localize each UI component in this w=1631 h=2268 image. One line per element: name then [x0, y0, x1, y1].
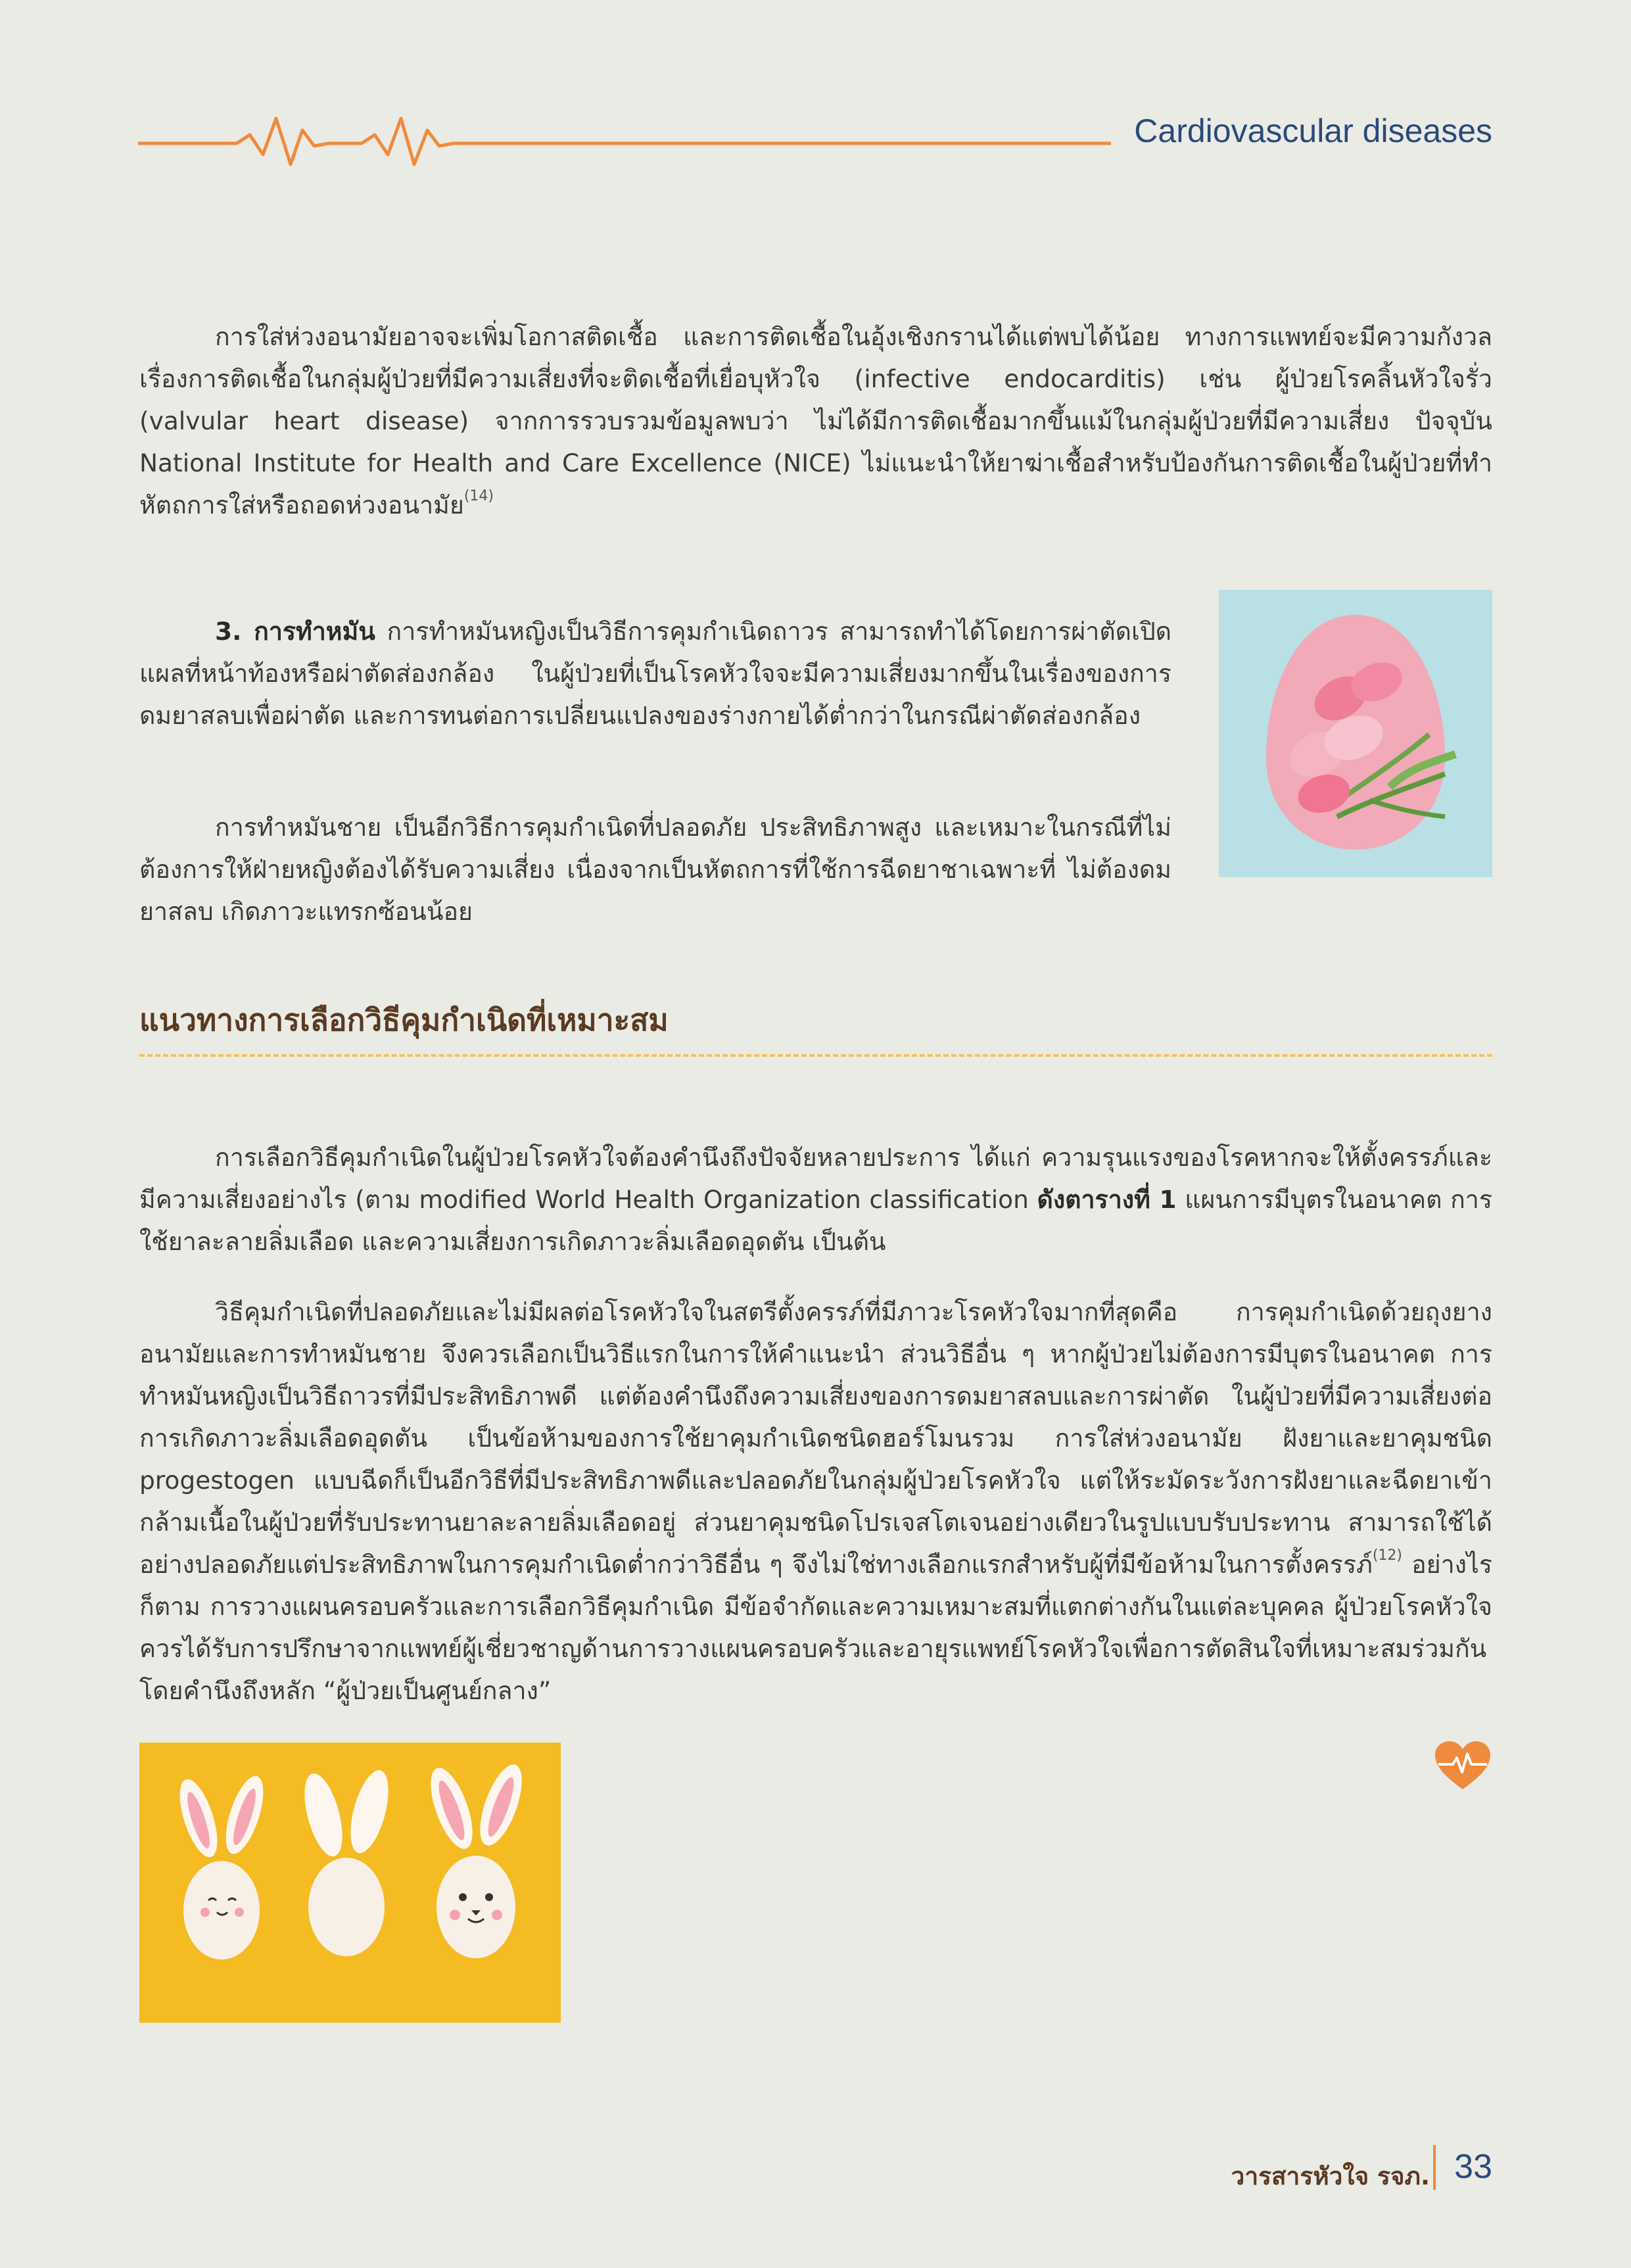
- paragraph-text: การทำหมันหญิงเป็นวิธีการคุมกำเนิดถาวร สามารถทำได้โดยการผ่าตัดเปิดแผลที่หน้าท้องหรือผ่าตัดส่องกล้อง ในผู้ป่วยที่เป็นโรคหัวใจจะมีความเสี่ยงมากขึ้นในเรื่องของการดมยาสลบเพื่อผ่าตัด และการทนต่อการเปลี่ยนแปลงของร่างกายได้ต่ำกว่าในกรณีผ่าตัดส่องกล้อง: [139, 616, 1172, 730]
- paragraph-vasectomy: [139, 806, 1171, 932]
- paragraph-text: การใส่ห่วงอนามัยอาจจะเพิ่มโอกาสติดเชื้อ และการติดเชื้อในอุ้งเชิงกรานได้แต่พบได้น้อย ทางการแพทย์จะมีความกังวลเรื่องการติดเชื้อในกลุ่มผู้ป่วยที่มีความเสี่ยงที่จะติดเชื้อที่เยื่อบุหัวใจ (infective endocarditis) เช่น ผู้ป่วยโรคลิ้นหัวใจรั่ว (valvular heart disease) จากการรวบรวมข้อมูลพบว่า ไม่ได้มีการติดเชื้อมากขึ้นแม้ในกลุ่มผู้ป่วยที่มีความเสี่ยง ปัจจุบัน National Institute for Health and Care Excellence (NICE) ไม่แนะนำให้ยาฆ่าเชื้อสำหรับป้องกันการติดเชื้อในผู้ป่วยที่ทำหัตถการใส่หรือถอดห่วงอนามัย: [139, 322, 1492, 519]
- paragraph-safe-methods: [139, 1291, 1492, 1712]
- bunny-eggs-image: [139, 1743, 561, 2023]
- reference-14: (14): [463, 487, 494, 504]
- paragraph-text: การเลือกวิธีคุมกำเนิดในผู้ป่วยโรคหัวใจต้องคำนึงถึงปัจจัยหลายประการ ได้แก่ ความรุนแรงของโรคหากจะให้ตั้งครรภ์และมีความเสี่ยงอย่างไร (ตาม modified World Health Organization classification: [139, 1142, 1492, 1214]
- reference-12: (12): [1372, 1547, 1402, 1564]
- paragraph-selection: [139, 1136, 1492, 1263]
- footer-divider: [1433, 2145, 1436, 2190]
- footer-journal-name: วารสารหัวใจ รจภ.: [1231, 2162, 1430, 2190]
- paragraph-text: แผนการมีบุตรในอนาคต การใช้ยาละลายลิ่มเลือด และความเสี่ยงการเกิดภาวะลิ่มเลือดอุดตัน เป็นต้น: [139, 1184, 1492, 1256]
- paragraph-text: อย่างไรก็ตาม การวางแผนครอบครัวและการเลือกวิธีคุมกำเนิด มีข้อจำกัดและความเหมาะสมที่แตกต่างกันในแต่ละบุคคล ผู้ป่วยโรคหัวใจควรได้รับการปรึกษาจากแพทย์ผู้เชี่ยวชาญด้านการวางแผนครอบครัวและอายุรแพทย์โรคหัวใจเพื่อการตัดสินใจที่เหมาะสมร่วมกันโดยคำนึงถึงหลัก “ผู้ป่วยเป็นศูนย์กลาง”: [139, 1549, 1492, 1705]
- paragraph-text: วิธีคุมกำเนิดที่ปลอดภัยและไม่มีผลต่อโรคหัวใจในสตรีตั้งครรภ์ที่มีภาวะโรคหัวใจมากที่สุดคือ การคุมกำเนิดด้วยถุงยางอนามัยและการทำหมันชาย จึงควรเลือกเป็นวิธีแรกในการให้คำแนะนำ ส่วนวิธีอื่น ๆ หากผู้ป่วยไม่ต้องการมีบุตรในอนาคต การทำหมันหญิงเป็นวิธีถาวรที่มีประสิทธิภาพดี แต่ต้องคำนึงถึงความเสี่ยงของการดมยาสลบและการผ่าตัด ในผู้ป่วยที่มีความเสี่ยงต่อการเกิดภาวะลิ่มเลือดอุดตัน เป็นข้อห้ามของการใช้ยาคุมกำเนิดชนิดฮอร์โมนรวม การใส่ห่วงอนามัย ฝังยาและยาคุมชนิด progestogen แบบฉีดก็เป็นอีกวิธีที่มีประสิทธิภาพดีและปลอดภัยในกลุ่มผู้ป่วยโรคหัวใจ แต่ให้ระมัดระวังการฝังยาและฉีดยาเข้ากล้ามเนื้อในผู้ป่วยที่รับประทานยาละลายลิ่มเลือดอยู่ ส่วนยาคุมชนิดโปรเจสโตเจนอย่างเดียวในรูปแบบรับประทาน สามารถใช้ได้อย่างปลอดภัยแต่ประสิทธิภาพในการคุมกำเนิดต่ำกว่าวิธีอื่น ๆ จึงไม่ใช่ทางเลือกแรกสำหรับผู้ที่มีข้อห้ามในการตั้งครรภ์: [139, 1297, 1492, 1579]
- header-title: Cardiovascular diseases: [1134, 112, 1492, 149]
- page-number: 33: [1454, 2148, 1492, 2186]
- paragraph-sterilization: [139, 610, 1171, 736]
- ecg-line-icon: [138, 105, 1111, 178]
- section-3-title: 3. การทำหมัน: [215, 616, 375, 646]
- paragraph-text: การทำหมันชาย เป็นอีกวิธีการคุมกำเนิดที่ปลอดภัย ประสิทธิภาพสูง และเหมาะในกรณีที่ไม่ต้องการให้ฝ่ายหญิงต้องได้รับความเสี่ยง เนื่องจากเป็นหัตถการที่ใช้การฉีดยาชาเฉพาะที่ ไม่ต้องดมยาสลบ เกิดภาวะแทรกซ้อนน้อย: [139, 812, 1171, 926]
- paragraph-iud-infection: [139, 316, 1492, 526]
- tulips-image: [1219, 590, 1492, 877]
- section-heading: แนวทางการเลือกวิธีคุมกำเนิดที่เหมาะสม: [139, 1002, 669, 1038]
- heart-pulse-icon: [1433, 1739, 1492, 1792]
- table-reference: ดังตารางที่ 1: [1037, 1184, 1177, 1214]
- dashed-divider: [139, 1054, 1492, 1057]
